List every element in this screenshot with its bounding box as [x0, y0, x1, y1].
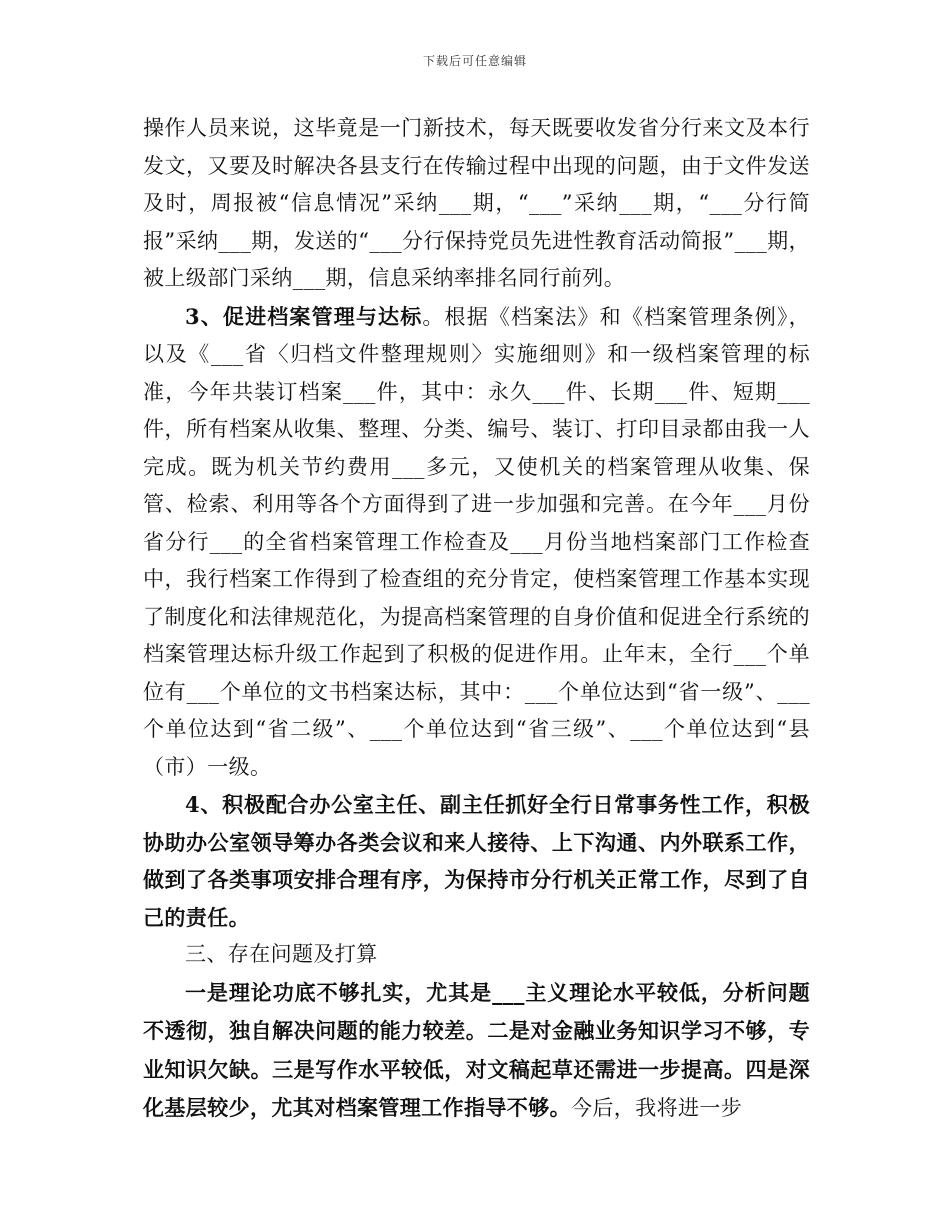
paragraph-daily-affairs: 4、积极配合办公室主任、副主任抓好全行日常事务性工作，积极协助办公室领导筹办各类会议和来人接待、上下沟通、内外联系工作，做到了各类事项安排合理有序，为保持市分行机关正常工作，尽到了自己的责任。 [143, 792, 810, 930]
section-heading-archive: 3、促进档案管理与达标 [185, 303, 423, 329]
document-body [143, 110, 810, 1128]
paragraph-archive-body: 。根据《档案法》和《档案管理条例》，以及《___省〈归档文件整理规则〉实施细则》和一级档案管理的标准，今年共装订档案___件，其中：永久___件、长期___件、短期___件，所有档案从收集、整理、分类、编号、装订、打印目录都由我一人完成。既为机关节约费用___多元，又使机关的档案管理从收集、保管、检索、利用等各个方面得到了进一步加强和完善。在今年___月份省分行___的全省档案管理工作检查及___月份当地档案部门工作检查中，我行档案工作得到了检查组的充分肯定，使档案管理工作基本实现了制度化和法律规范化，为提高档案管理的自身价值和促进全行系统的档案管理达标升级工作起到了积极的促进作用。止年末，全行___个单位有___个单位的文书档案达标，其中：___个单位达到“省一级”、___个单位达到“省二级”、___个单位达到“省三级”、___个单位达到“县（市）一级。 [143, 304, 810, 779]
paragraph-archive-management [143, 298, 810, 787]
paragraph-problems-plan: 今后，我将进一步 [571, 1096, 743, 1120]
section-heading-problems: 三、存在问题及打算 [185, 942, 378, 966]
paragraph-document-transmission: 操作人员来说，这毕竟是一门新技术，每天既要收发省分行来文及本行发文，又要及时解决各县支行在传输过程中出现的问题，由于文件发送及时，周报被“信息情况”采纳___期，“___”采纳___期，“___分行简报”采纳___期，发送的“___分行保持党员先进性教育活动简报”___期，被上级部门采纳___期，信息采纳率排名同行前列。 [143, 116, 810, 290]
page-header: 下载后可任意编辑 [422, 54, 527, 68]
paragraph-problems-bold: 一是理论功底不够扎实，尤其是___主义理论水平较低，分析问题不透彻，独自解决问题的能力较差。二是对金融业务知识学习不够，专业知识欠缺。三是写作水平较低，对文稿起草还需进一步提高。四是深化基层较少，尤其对档案管理工作指导不够。 [143, 979, 810, 1120]
paragraph-problems [143, 974, 810, 1128]
